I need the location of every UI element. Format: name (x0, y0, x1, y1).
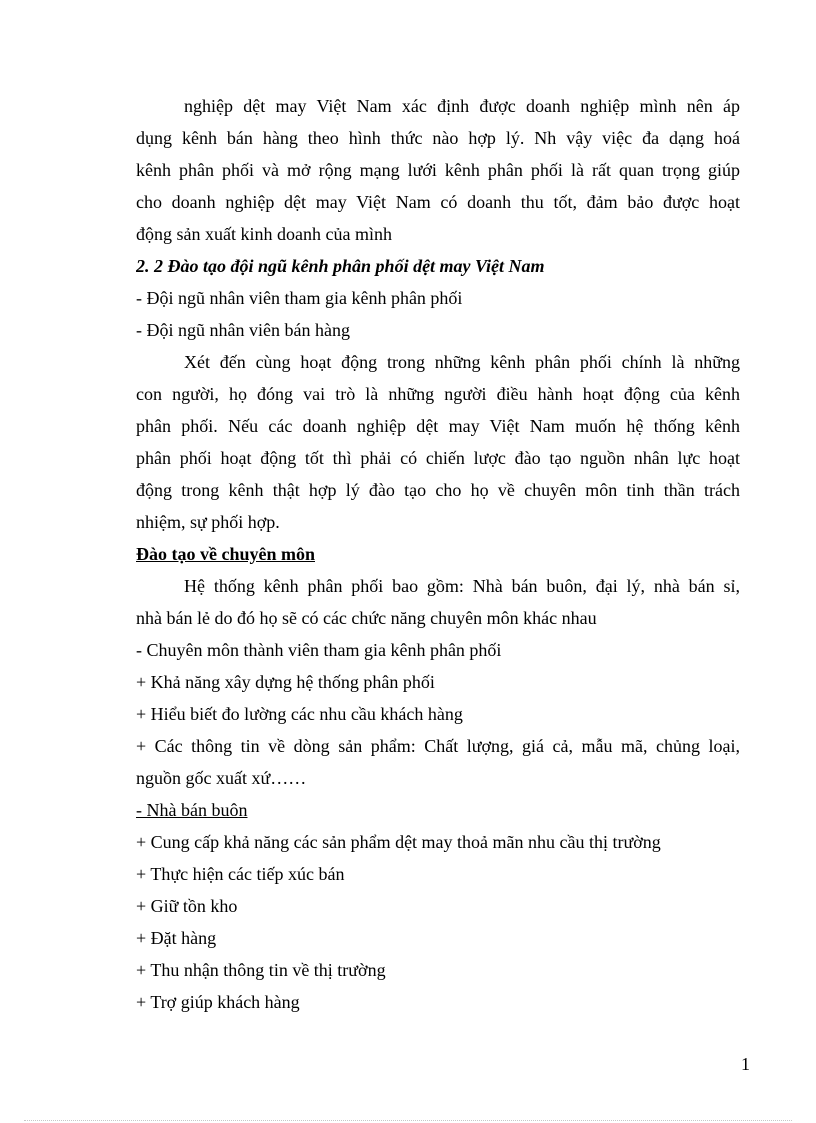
paragraph-1-line-2: dụng kênh bán hàng theo hình thức nào hợp lý. Nh vậy việc đa dạng hoá (136, 128, 740, 148)
member-item-product-line-1: + Các thông tin về dòng sản phẩm: Chất lượng, giá cả, mẫu mã, chủng loại, (136, 736, 740, 756)
paragraph-3-line-1: Hệ thống kênh phân phối bao gồm: Nhà bán buôn, đại lý, nhà bán sỉ, (184, 576, 740, 596)
paragraph-2-line-1: Xét đến cùng hoạt động trong những kênh phân phối chính là những (184, 352, 740, 372)
wholesaler-item: + Trợ giúp khách hàng (136, 992, 300, 1012)
paragraph-1-line-1: nghiệp dệt may Việt Nam xác định được doanh nghiệp mình nên áp (184, 96, 740, 116)
wholesaler-item: + Thu nhận thông tin về thị trường (136, 960, 386, 980)
wholesaler-item: + Đặt hàng (136, 928, 217, 948)
member-item-product-line-2: nguồn gốc xuất xứ…… (136, 768, 307, 788)
member-item: + Khả năng xây dựng hệ thống phân phối (136, 672, 435, 692)
section-heading: 2. 2 Đào tạo đội ngũ kênh phân phối dệt may Việt Nam (136, 256, 545, 276)
paragraph-1-line-3: kênh phân phối và mở rộng mạng lưới kênh phân phối là rất quan trọng giúp (136, 160, 740, 180)
page-number: 1 (741, 1054, 750, 1074)
paragraph-3-line-2: nhà bán lẻ do đó họ sẽ có các chức năng chuyên môn khác nhau (136, 608, 597, 628)
paragraph-2-line-4: phân phối hoạt động tốt thì phải có chiến lược đào tạo nguồn nhân lực hoạt (136, 448, 740, 468)
team-item: - Đội ngũ nhân viên tham gia kênh phân phối (136, 288, 463, 308)
member-heading: - Chuyên môn thành viên tham gia kênh phân phối (136, 640, 502, 660)
paragraph-2-line-2: con người, họ đóng vai trò là những người điều hành hoạt động của kênh (136, 384, 740, 404)
wholesaler-item: + Thực hiện các tiếp xúc bán (136, 864, 345, 884)
paragraph-2-line-6: nhiệm, sự phối hợp. (136, 512, 280, 532)
page-body (136, 90, 740, 1018)
paragraph-1-line-5: động sản xuất kinh doanh của mình (136, 224, 392, 244)
paragraph-2-line-5: động trong kênh thật hợp lý đào tạo cho họ về chuyên môn tinh thần trách (136, 480, 740, 500)
subheading-professional-training: Đào tạo về chuyên môn (136, 544, 315, 564)
member-item: + Hiểu biết đo lường các nhu cầu khách hàng (136, 704, 463, 724)
team-item: - Đội ngũ nhân viên bán hàng (136, 320, 350, 340)
wholesaler-item: + Giữ tồn kho (136, 896, 238, 916)
page-bottom-divider (24, 1120, 792, 1121)
paragraph-2-line-3: phân phối. Nếu các doanh nghiệp dệt may Việt Nam muốn hệ thống kênh (136, 416, 740, 436)
paragraph-1-line-4: cho doanh nghiệp dệt may Việt Nam có doanh thu tốt, đảm bảo được hoạt (136, 192, 740, 212)
wholesaler-heading: - Nhà bán buôn (136, 800, 248, 820)
wholesaler-item: + Cung cấp khả năng các sản phẩm dệt may thoả mãn nhu cầu thị trường (136, 832, 661, 852)
